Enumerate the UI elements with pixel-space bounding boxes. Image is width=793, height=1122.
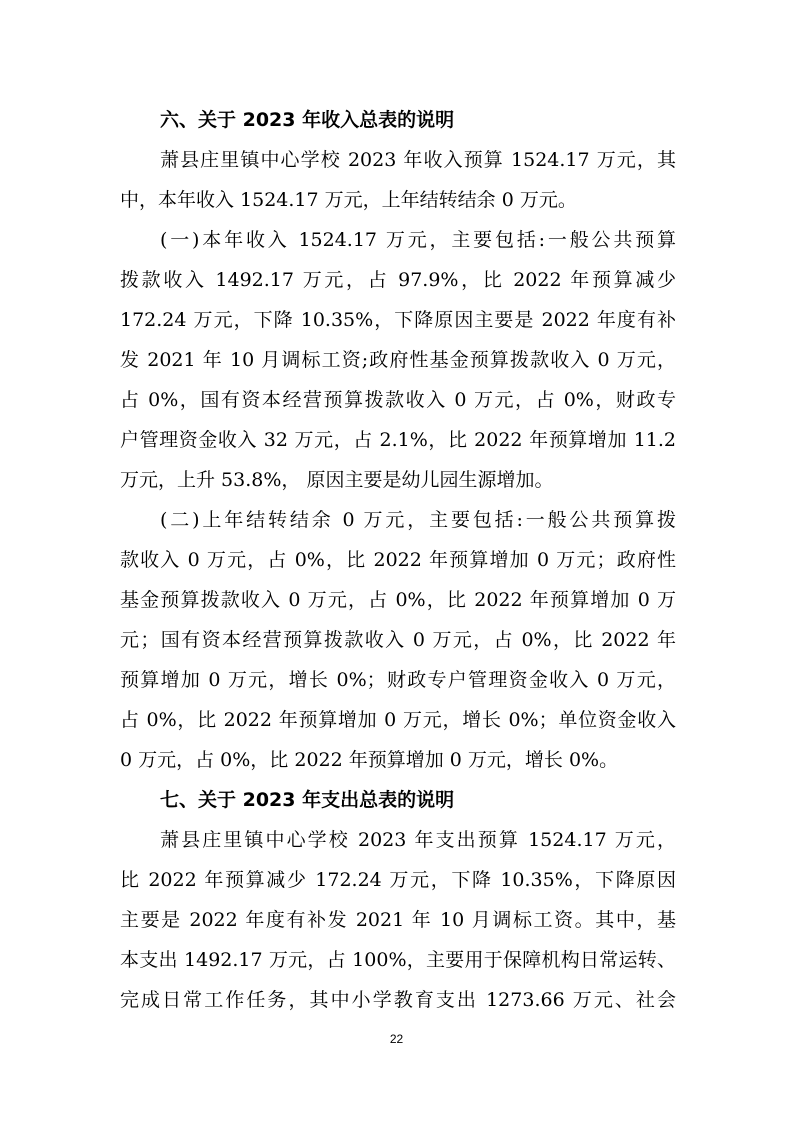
text-line: 占 0%，国有资本经营预算拨款收入 0 万元，占 0%，财政专 (120, 389, 676, 411)
text-line: 占 0%，比 2022 年预算增加 0 万元，增长 0%；单位资金收入 (120, 709, 676, 731)
text-line: 发 2021 年 10 月调标工资;政府性基金预算拨款收入 0 万元， (120, 349, 676, 371)
text-line: 比 2022 年预算减少 172.24 万元，下降 10.35%，下降原因 (120, 869, 676, 891)
text-line: (二)上年结转结余 0 万元，主要包括:一般公共预算拨 (160, 509, 676, 531)
section-6-heading: 六、关于 2023 年收入总表的说明 (160, 109, 455, 131)
text-line: 萧县庄里镇中心学校 2023 年收入预算 1524.17 万元，其 (160, 149, 676, 171)
text-line: 0 万元，占 0%，比 2022 年预算增加 0 万元，增长 0%。 (120, 749, 619, 771)
text-line: 172.24 万元，下降 10.35%，下降原因主要是 2022 年度有补 (120, 309, 676, 331)
text-line: 元；国有资本经营预算拨款收入 0 万元，占 0%，比 2022 年 (120, 629, 676, 651)
text-line: 拨款收入 1492.17 万元，占 97.9%，比 2022 年预算减少 (120, 269, 676, 291)
section-7-heading: 七、关于 2023 年支出总表的说明 (160, 789, 455, 811)
section-7-intro-paragraph (120, 820, 676, 1020)
section-6-part-2-paragraph (120, 500, 676, 780)
document-page (120, 100, 676, 1020)
text-line: 中，本年收入 1524.17 万元，上年结转结余 0 万元。 (120, 189, 577, 211)
text-line: (一)本年收入 1524.17 万元，主要包括:一般公共预算 (160, 229, 676, 251)
text-line: 主要是 2022 年度有补发 2021 年 10 月调标工资。其中，基 (120, 909, 676, 931)
text-line: 万元，上升 53.8%， 原因主要是幼儿园生源增加。 (120, 469, 554, 491)
text-line: 完成日常工作任务，其中小学教育支出 1273.66 万元、社会 (120, 989, 676, 1011)
text-line: 款收入 0 万元，占 0%，比 2022 年预算增加 0 万元；政府性 (120, 549, 676, 571)
text-line: 预算增加 0 万元，增长 0%；财政专户管理资金收入 0 万元， (120, 669, 676, 691)
text-line: 户管理资金收入 32 万元，占 2.1%，比 2022 年预算增加 11.2 (120, 429, 676, 451)
page-number: 22 (389, 1032, 404, 1046)
text-line: 本支出 1492.17 万元，占 100%，主要用于保障机构日常运转、 (120, 949, 676, 971)
text-line: 基金预算拨款收入 0 万元，占 0%，比 2022 年预算增加 0 万 (120, 589, 676, 611)
section-6-part-1-paragraph (120, 220, 676, 500)
section-6-intro-paragraph (120, 140, 676, 220)
text-line: 萧县庄里镇中心学校 2023 年支出预算 1524.17 万元， (160, 829, 676, 851)
